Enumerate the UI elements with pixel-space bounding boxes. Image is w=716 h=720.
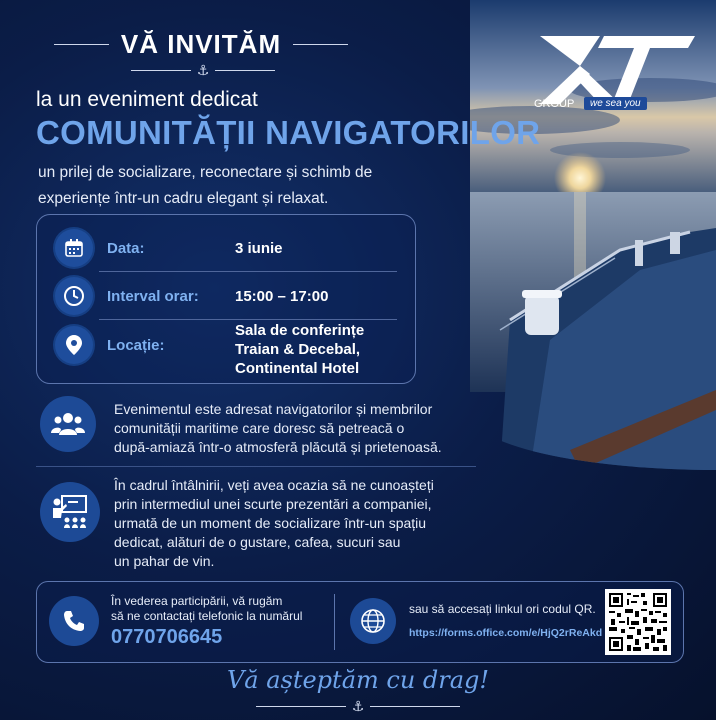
- text-line: urmată de un moment de socializare într-un spațiu: [114, 515, 427, 531]
- anchor-icon: ⚓: [351, 698, 365, 714]
- text-line: prin intermediul unei scurte prezentări a companiei,: [114, 496, 432, 512]
- location-value: [235, 321, 364, 378]
- program-text: [114, 476, 514, 571]
- event-details-box: [36, 214, 416, 384]
- phone-instructions: [111, 594, 302, 649]
- audience-block: [38, 394, 508, 462]
- contact-box: [36, 581, 684, 663]
- text-line: În cadrul întâlnirii, veți avea ocazia să ne cunoașteți: [114, 477, 434, 493]
- anchor-divider: [128, 62, 278, 79]
- subtitle-line-2: COMUNITĂȚII NAVIGATORILOR: [36, 114, 541, 151]
- location-line: Traian & Decebal,: [235, 341, 361, 358]
- qr-code[interactable]: [605, 589, 671, 655]
- text-line: un pahar de vin.: [114, 553, 215, 569]
- divider: [99, 319, 397, 320]
- anchor-icon: ⚓: [196, 62, 210, 78]
- time-value: 15:00 – 17:00: [235, 287, 329, 305]
- text-line: În vederea participării, vă rugăm: [111, 594, 283, 608]
- divider: [99, 271, 397, 272]
- clock-icon: [55, 277, 93, 315]
- divider: [54, 44, 109, 45]
- subtitle-line-1: la un eveniment dedicat: [36, 88, 258, 111]
- form-link[interactable]: https://forms.office.com/e/HjQ2rReAkd: [409, 627, 603, 639]
- audience-text: [114, 400, 514, 457]
- presentation-icon: [40, 482, 100, 542]
- text-line: să ne contactați telefonic la numărul: [111, 609, 303, 623]
- text-line: Evenimentul este adresat navigatorilor și membrilor: [114, 401, 433, 417]
- logo-tagline: we sea you: [584, 97, 647, 110]
- anchor-divider: [230, 698, 486, 715]
- location-pin-icon: [55, 326, 93, 364]
- logo-group-text: GROUP: [534, 98, 575, 110]
- date-value: 3 iunie: [235, 239, 283, 257]
- people-group-icon: [40, 396, 96, 452]
- globe-icon: [350, 598, 396, 644]
- phone-icon: [49, 596, 99, 646]
- divider: [36, 466, 476, 467]
- closing-message: Vă așteptăm cu drag!: [226, 666, 490, 694]
- text-line: dedicat, alături de o gustare, cafea, sucuri sau: [114, 534, 401, 550]
- page-title: VĂ INVITĂM: [120, 28, 282, 59]
- calendar-icon: [55, 229, 93, 267]
- time-row: [37, 277, 415, 315]
- text-line: după-amiază într-o atmosferă plăcută și prietenoasă.: [114, 439, 442, 455]
- time-label: Interval orar:: [107, 287, 199, 305]
- event-description: un prilej de socializare, reconectare și schimb de experiențe într-un cadru elegant și relaxat.: [38, 164, 373, 207]
- link-instructions: sau să accesați linkul ori codul QR.: [409, 602, 596, 616]
- location-row: [37, 322, 415, 377]
- date-row: [37, 229, 415, 267]
- divider: [293, 44, 348, 45]
- invite-title-row: [36, 22, 366, 66]
- location-line: Continental Hotel: [235, 360, 360, 377]
- phone-number[interactable]: 0770706645: [111, 626, 223, 648]
- location-line: Sala de conferințe: [235, 322, 365, 339]
- xt-group-logo: [520, 26, 700, 116]
- divider: [334, 594, 335, 650]
- text-line: comunității maritime care doresc să petreacă o: [114, 420, 405, 436]
- location-label: Locație:: [107, 336, 165, 354]
- program-block: [38, 474, 508, 574]
- date-label: Data:: [107, 239, 145, 257]
